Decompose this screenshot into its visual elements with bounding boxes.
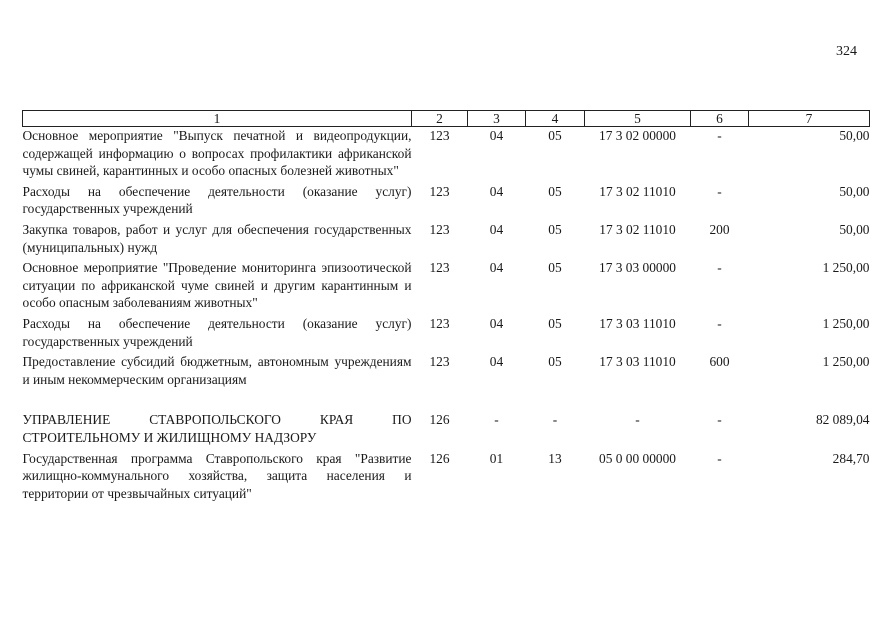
row-col-6: - [717,128,722,143]
header-col-1: 1 [23,111,412,127]
header-col-5: 5 [585,111,691,127]
row-col-5: 17 3 03 11010 [599,354,676,370]
row-name: УПРАВЛЕНИЕ СТАВРОПОЛЬСКОГО КРАЯ ПО СТРОИТЕЛЬНОМУ И ЖИЛИЩНОМУ НАДЗОРУ [22,412,412,445]
row-col-6: - [717,315,722,331]
row-col-6: - [717,450,722,466]
row-col-2: 123 [429,128,450,143]
row-col-5: 05 0 00 00000 [599,450,676,466]
row-col-6: 200 [709,221,730,237]
row-amount: 50,00 [839,128,870,143]
row-col-5: 17 3 03 11010 [599,315,676,331]
row-name: Расходы на обеспечение деятельности (оказание услуг) государственных учреждений [22,315,412,349]
row-col-2: 123 [429,183,450,199]
row-col-2: 123 [429,260,450,276]
row-col-4: 05 [548,315,562,331]
row-amount: 1 250,00 [822,260,870,276]
row-amount: 50,00 [839,183,870,199]
row-amount: 1 250,00 [822,354,870,370]
row-col-2: 123 [429,221,450,237]
table-row [23,315,870,353]
row-col-2: 123 [429,315,450,331]
row-col-5: 17 3 03 00000 [599,260,676,276]
row-col-5: - [635,412,640,428]
row-col-5: 17 3 02 00000 [599,128,676,143]
budget-table [22,110,870,505]
row-col-2: 126 [429,450,450,466]
table-row [23,127,870,183]
table-row [23,353,870,391]
header-col-7: 7 [749,111,870,127]
row-col-3: 04 [489,128,504,143]
row-col-6: - [717,183,722,199]
row-col-3: 04 [489,183,504,199]
row-name: Основное мероприятие "Выпуск печатной и видеопродукции, содержащей информацию о вопросах профилактики африканской чумы свиней, карантинных и особо опасных болезней животных" [22,128,412,179]
row-col-6: - [717,260,722,276]
row-col-5: 17 3 02 11010 [599,183,676,199]
row-col-3: 04 [489,260,504,276]
header-col-2: 2 [412,111,468,127]
row-col-4: 05 [548,221,562,237]
row-col-4: 05 [548,128,562,143]
table-row [23,259,870,315]
row-col-3: - [494,412,499,428]
row-col-4: - [552,412,558,428]
table-row [23,450,870,506]
row-name: Предоставление субсидий бюджетным, автономным учреждениям и иным некоммерческим организациям [22,354,412,387]
page-number: 324 [836,44,857,59]
row-name: Закупка товаров, работ и услуг для обеспечения государственных (муниципальных) нужд [22,221,412,255]
row-amount: 50,00 [839,221,870,237]
row-col-3: 04 [489,221,504,237]
row-col-3: 04 [489,315,504,331]
row-name: Государственная программа Ставропольского края "Развитие жилищно-коммунального хозяйства, защита населения и территории от чрезвычайных ситуаций" [22,450,412,501]
row-amount: 1 250,00 [822,315,870,331]
row-col-3: 01 [489,450,504,466]
row-col-6: - [717,412,722,428]
table-header [23,111,870,127]
row-col-2: 123 [429,354,450,370]
table-row [23,183,870,221]
row-col-4: 13 [548,450,562,466]
row-col-4: 05 [548,183,562,199]
row-amount: 284,70 [832,450,870,466]
row-col-5: 17 3 02 11010 [599,221,676,237]
row-col-2: 126 [429,412,450,428]
header-col-4: 4 [526,111,585,127]
header-col-3: 3 [468,111,526,127]
table-row [23,221,870,259]
row-col-6: 600 [709,354,730,370]
row-amount: 82 089,04 [815,412,870,428]
table-row [23,411,870,449]
row-name: Расходы на обеспечение деятельности (оказание услуг) государственных учреждений [22,183,412,217]
row-col-4: 05 [548,354,562,370]
row-name: Основное мероприятие "Проведение мониторинга эпизоотической ситуации по африканской чуме свиней и другим карантинным и особо опасным заболеваниям животных" [22,260,412,311]
row-col-4: 05 [548,260,562,276]
row-col-3: 04 [489,354,504,370]
header-col-6: 6 [691,111,749,127]
row-spacer [23,391,870,411]
